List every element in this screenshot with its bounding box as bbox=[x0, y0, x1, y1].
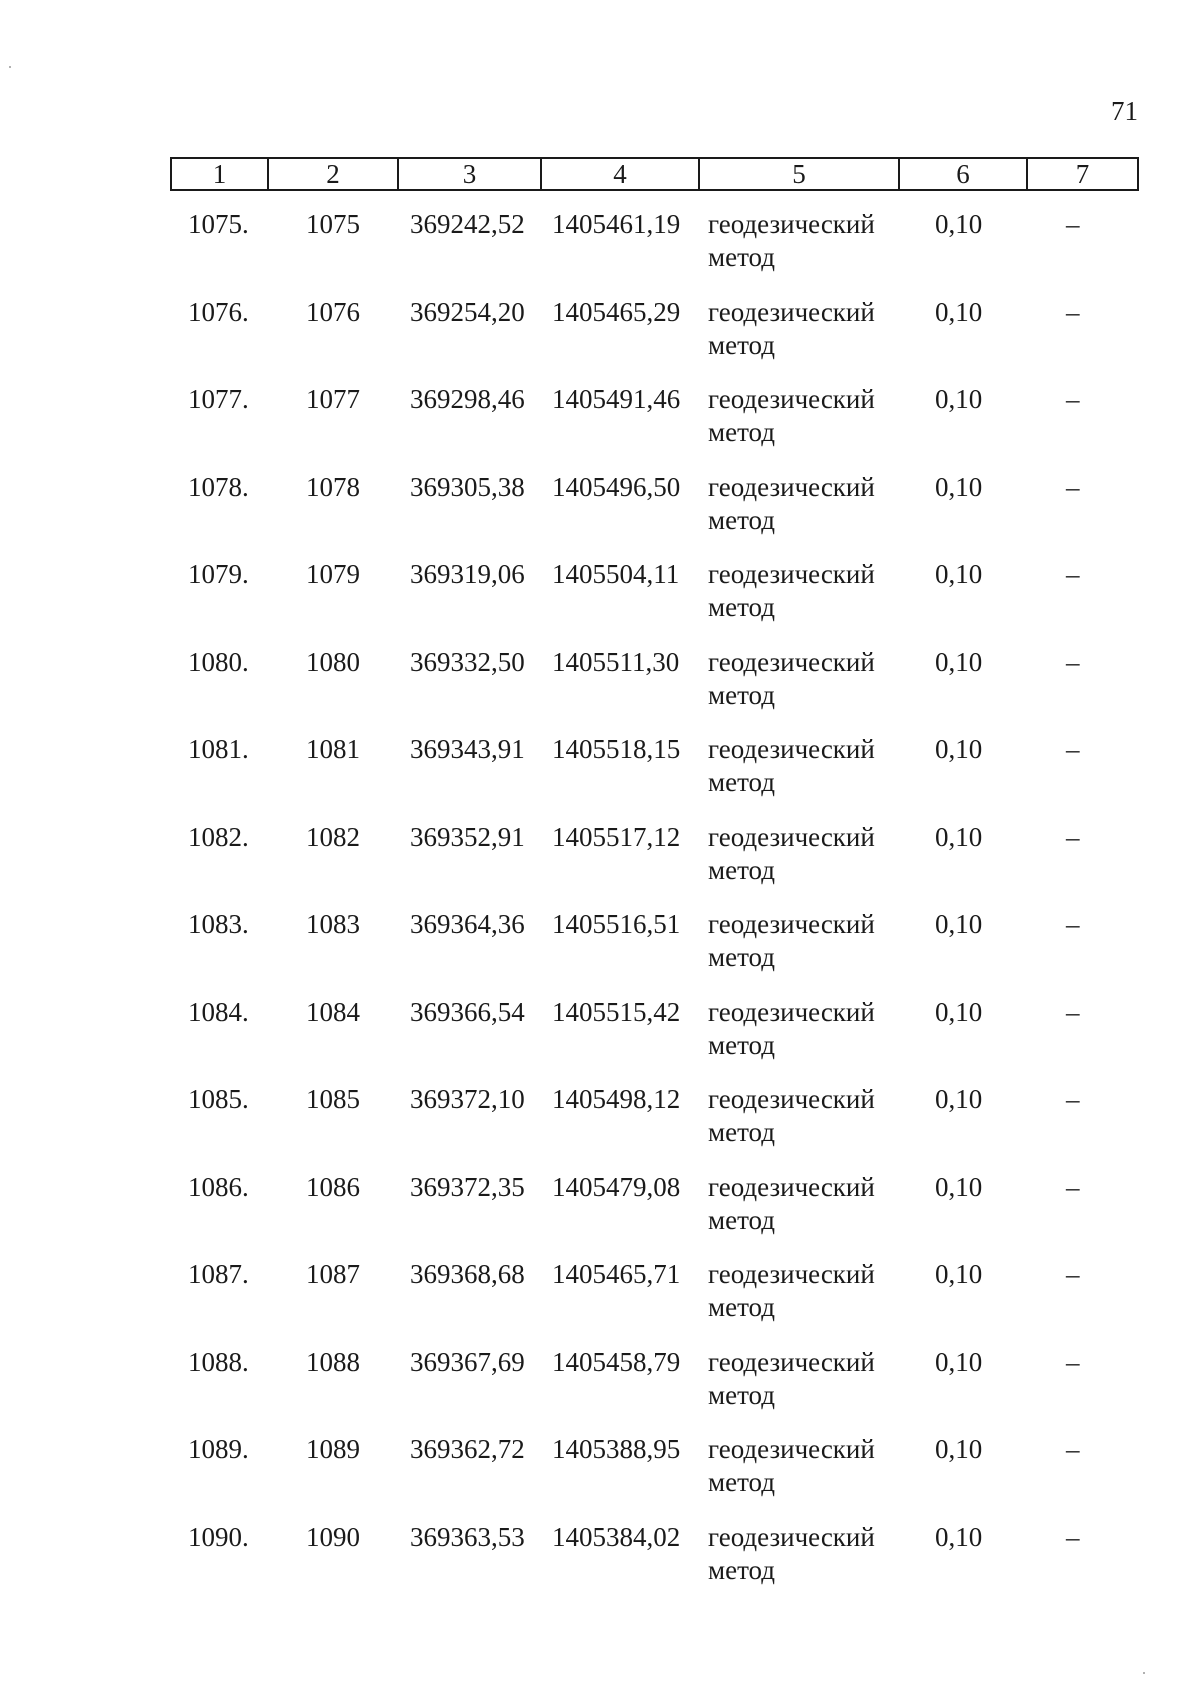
point-id-cell: 1082 bbox=[306, 821, 360, 852]
table-row bbox=[170, 383, 1137, 471]
point-id-cell: 1078 bbox=[306, 471, 360, 502]
coordinate-x-cell: 369363,53 bbox=[410, 1521, 525, 1552]
page-number: 71 bbox=[1111, 96, 1138, 126]
coordinate-y-cell: 1405388,95 bbox=[552, 1434, 681, 1464]
row-number-cell: 1080. bbox=[188, 646, 249, 677]
point-id-cell: 1077 bbox=[306, 384, 360, 414]
scan-speck bbox=[1143, 1672, 1145, 1674]
table-row bbox=[170, 996, 1137, 1084]
coordinate-y-cell: 1405479,08 bbox=[552, 1171, 681, 1202]
point-id-cell: 1085 bbox=[306, 1084, 360, 1114]
table-row bbox=[170, 471, 1137, 559]
coordinate-y-cell: 1405518,15 bbox=[552, 734, 681, 764]
note-cell: – bbox=[1066, 1346, 1080, 1377]
row-number-cell: 1084. bbox=[188, 996, 249, 1027]
row-number-cell: 1079. bbox=[188, 559, 249, 589]
accuracy-cell: 0,10 bbox=[935, 296, 983, 327]
note-cell: – bbox=[1066, 821, 1080, 852]
point-id-cell: 1090 bbox=[306, 1521, 360, 1552]
note-cell: – bbox=[1066, 909, 1080, 939]
table-row bbox=[170, 1258, 1137, 1346]
method-cell: геодезический метод bbox=[708, 1521, 875, 1585]
method-cell: геодезический метод bbox=[708, 1084, 875, 1147]
point-id-cell: 1076 bbox=[306, 296, 360, 327]
accuracy-cell: 0,10 bbox=[935, 1346, 983, 1377]
note-cell: – bbox=[1066, 384, 1080, 414]
coordinate-x-cell: 369343,91 bbox=[410, 734, 525, 764]
point-id-cell: 1081 bbox=[306, 734, 360, 764]
coordinate-y-cell: 1405465,29 bbox=[552, 296, 681, 327]
method-cell: геодезический метод bbox=[708, 1434, 875, 1497]
table-row bbox=[170, 296, 1137, 384]
column-header-cell: 5 bbox=[699, 158, 899, 190]
note-cell: – bbox=[1066, 996, 1080, 1027]
coordinate-y-cell: 1405461,19 bbox=[552, 209, 681, 239]
accuracy-cell: 0,10 bbox=[935, 1084, 983, 1114]
coordinate-x-cell: 369372,35 bbox=[410, 1171, 525, 1202]
accuracy-cell: 0,10 bbox=[935, 1171, 983, 1202]
table-row bbox=[170, 208, 1137, 296]
table-row bbox=[170, 1433, 1137, 1521]
accuracy-cell: 0,10 bbox=[935, 384, 983, 414]
coordinate-x-cell: 369366,54 bbox=[410, 996, 525, 1027]
coordinate-x-cell: 369319,06 bbox=[410, 559, 525, 589]
coordinate-x-cell: 369364,36 bbox=[410, 909, 525, 939]
coordinate-y-cell: 1405384,02 bbox=[552, 1521, 681, 1552]
column-header-cell: 1 bbox=[171, 158, 268, 190]
method-cell: геодезический метод bbox=[708, 646, 875, 710]
accuracy-cell: 0,10 bbox=[935, 559, 983, 589]
note-cell: – bbox=[1066, 559, 1080, 589]
method-cell: геодезический метод bbox=[708, 1346, 875, 1410]
coordinate-y-cell: 1405517,12 bbox=[552, 821, 681, 852]
note-cell: – bbox=[1066, 1171, 1080, 1202]
method-cell: геодезический метод bbox=[708, 734, 875, 797]
table-row bbox=[170, 1083, 1137, 1171]
note-cell: – bbox=[1066, 296, 1080, 327]
coordinate-x-cell: 369362,72 bbox=[410, 1434, 525, 1464]
row-number-cell: 1085. bbox=[188, 1084, 249, 1114]
column-header-cell: 7 bbox=[1027, 158, 1138, 190]
accuracy-cell: 0,10 bbox=[935, 209, 983, 239]
coordinate-x-cell: 369298,46 bbox=[410, 384, 525, 414]
method-cell: геодезический метод bbox=[708, 996, 875, 1060]
accuracy-cell: 0,10 bbox=[935, 646, 983, 677]
coordinate-x-cell: 369367,69 bbox=[410, 1346, 525, 1377]
coordinate-x-cell: 369352,91 bbox=[410, 821, 525, 852]
column-header-cell: 4 bbox=[541, 158, 699, 190]
coordinate-y-cell: 1405498,12 bbox=[552, 1084, 681, 1114]
row-number-cell: 1081. bbox=[188, 734, 249, 764]
row-number-cell: 1075. bbox=[188, 209, 249, 239]
accuracy-cell: 0,10 bbox=[935, 821, 983, 852]
column-header-cell: 2 bbox=[268, 158, 398, 190]
table-row bbox=[170, 646, 1137, 734]
method-cell: геодезический метод bbox=[708, 209, 875, 272]
coordinates-list bbox=[170, 208, 1137, 1608]
point-id-cell: 1083 bbox=[306, 909, 360, 939]
note-cell: – bbox=[1066, 209, 1080, 239]
coordinate-y-cell: 1405496,50 bbox=[552, 471, 681, 502]
row-number-cell: 1076. bbox=[188, 296, 249, 327]
table-row bbox=[170, 1521, 1137, 1609]
point-id-cell: 1088 bbox=[306, 1346, 360, 1377]
coordinate-y-cell: 1405491,46 bbox=[552, 384, 681, 414]
point-id-cell: 1080 bbox=[306, 646, 360, 677]
table-row bbox=[170, 1171, 1137, 1259]
column-header-cell: 3 bbox=[398, 158, 541, 190]
row-number-cell: 1077. bbox=[188, 384, 249, 414]
coordinate-y-cell: 1405515,42 bbox=[552, 996, 681, 1027]
coordinate-x-cell: 369305,38 bbox=[410, 471, 525, 502]
coordinate-x-cell: 369242,52 bbox=[410, 209, 525, 239]
column-header-row bbox=[171, 158, 1138, 190]
note-cell: – bbox=[1066, 1259, 1080, 1289]
coordinate-y-cell: 1405458,79 bbox=[552, 1346, 681, 1377]
coordinate-x-cell: 369368,68 bbox=[410, 1259, 525, 1289]
method-cell: геодезический метод bbox=[708, 821, 875, 885]
table-row bbox=[170, 558, 1137, 646]
accuracy-cell: 0,10 bbox=[935, 996, 983, 1027]
scan-speck bbox=[9, 66, 11, 68]
point-id-cell: 1087 bbox=[306, 1259, 360, 1289]
method-cell: геодезический метод bbox=[708, 471, 875, 535]
table-row bbox=[170, 733, 1137, 821]
point-id-cell: 1084 bbox=[306, 996, 360, 1027]
accuracy-cell: 0,10 bbox=[935, 1521, 983, 1552]
method-cell: геодезический метод bbox=[708, 1171, 875, 1235]
row-number-cell: 1087. bbox=[188, 1259, 249, 1289]
method-cell: геодезический метод bbox=[708, 1259, 875, 1322]
table-row bbox=[170, 1346, 1137, 1434]
coordinate-y-cell: 1405504,11 bbox=[552, 559, 680, 589]
row-number-cell: 1090. bbox=[188, 1521, 249, 1552]
accuracy-cell: 0,10 bbox=[935, 1434, 983, 1464]
row-number-cell: 1086. bbox=[188, 1171, 249, 1202]
row-number-cell: 1088. bbox=[188, 1346, 249, 1377]
accuracy-cell: 0,10 bbox=[935, 909, 983, 939]
note-cell: – bbox=[1066, 646, 1080, 677]
method-cell: геодезический метод bbox=[708, 909, 875, 972]
note-cell: – bbox=[1066, 471, 1080, 502]
column-header-table bbox=[170, 157, 1139, 191]
note-cell: – bbox=[1066, 734, 1080, 764]
row-number-cell: 1082. bbox=[188, 821, 249, 852]
coordinate-x-cell: 369372,10 bbox=[410, 1084, 525, 1114]
point-id-cell: 1086 bbox=[306, 1171, 360, 1202]
coordinate-y-cell: 1405516,51 bbox=[552, 909, 681, 939]
column-header-cell: 6 bbox=[899, 158, 1027, 190]
accuracy-cell: 0,10 bbox=[935, 1259, 983, 1289]
point-id-cell: 1079 bbox=[306, 559, 360, 589]
accuracy-cell: 0,10 bbox=[935, 471, 983, 502]
method-cell: геодезический метод bbox=[708, 296, 875, 360]
row-number-cell: 1089. bbox=[188, 1434, 249, 1464]
method-cell: геодезический метод bbox=[708, 559, 875, 622]
method-cell: геодезический метод bbox=[708, 384, 875, 447]
accuracy-cell: 0,10 bbox=[935, 734, 983, 764]
coordinate-y-cell: 1405511,30 bbox=[552, 646, 680, 677]
coordinate-x-cell: 369332,50 bbox=[410, 646, 525, 677]
row-number-cell: 1078. bbox=[188, 471, 249, 502]
table-row bbox=[170, 908, 1137, 996]
note-cell: – bbox=[1066, 1521, 1080, 1552]
row-number-cell: 1083. bbox=[188, 909, 249, 939]
table-row bbox=[170, 821, 1137, 909]
note-cell: – bbox=[1066, 1434, 1080, 1464]
point-id-cell: 1089 bbox=[306, 1434, 360, 1464]
coordinate-y-cell: 1405465,71 bbox=[552, 1259, 681, 1289]
coordinate-x-cell: 369254,20 bbox=[410, 296, 525, 327]
point-id-cell: 1075 bbox=[306, 209, 360, 239]
note-cell: – bbox=[1066, 1084, 1080, 1114]
